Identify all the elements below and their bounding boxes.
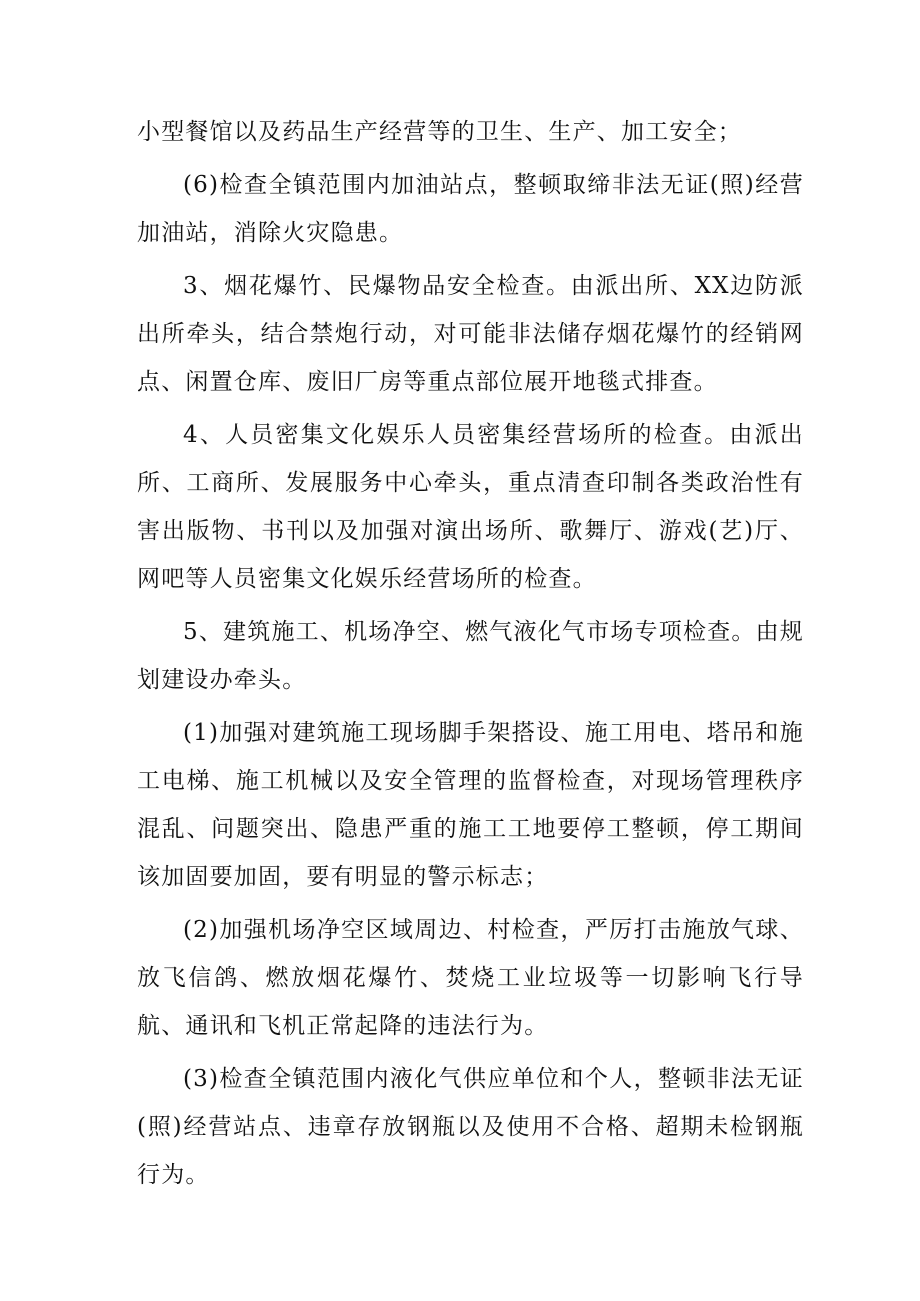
paragraph-6: (1)加强对建筑施工现场脚手架搭设、施工用电、塔吊和施工电梯、施工机械以及安全管理的监督检查，对现场管理秩序混乱、问题突出、隐患严重的施工工地要停工整顿，停工期间该加固要加固，要有明显的警示标志； [137, 720, 804, 890]
paragraph-8: (3)检查全镇范围内液化气供应单位和个人，整顿非法无证(照)经营站点、违章存放钢瓶以及使用不合格、超期未检钢瓶行为。 [137, 1066, 804, 1188]
paragraph-3: 3、烟花爆竹、民爆物品安全检查。由派出所、XX边防派出所牵头，结合禁炮行动，对可能非法储存烟花爆竹的经销网点、闲置仓库、废旧厂房等重点部位展开地毯式排查。 [137, 273, 804, 395]
paragraph-5: 5、建筑施工、机场净空、燃气液化气市场专项检查。由规划建设办牵头。 [137, 619, 804, 693]
paragraph-2: (6)检查全镇范围内加油站点，整顿取缔非法无证(照)经营加油站，消除火灾隐患。 [137, 172, 804, 246]
paragraph-7: (2)加强机场净空区域周边、村检查，严厉打击施放气球、放飞信鸽、燃放烟花爆竹、焚烧工业垃圾等一切影响飞行导航、通讯和飞机正常起降的违法行为。 [137, 917, 804, 1039]
paragraph-1: 小型餐馆以及药品生产经营等的卫生、生产、加工安全； [137, 119, 742, 145]
paragraph-4: 4、人员密集文化娱乐人员密集经营场所的检查。由派出所、工商所、发展服务中心牵头，重点清查印制各类政治性有害出版物、书刊以及加强对演出场所、歌舞厅、游戏(艺)厅、网吧等人员密集文化娱乐经营场所的检查。 [137, 422, 804, 592]
